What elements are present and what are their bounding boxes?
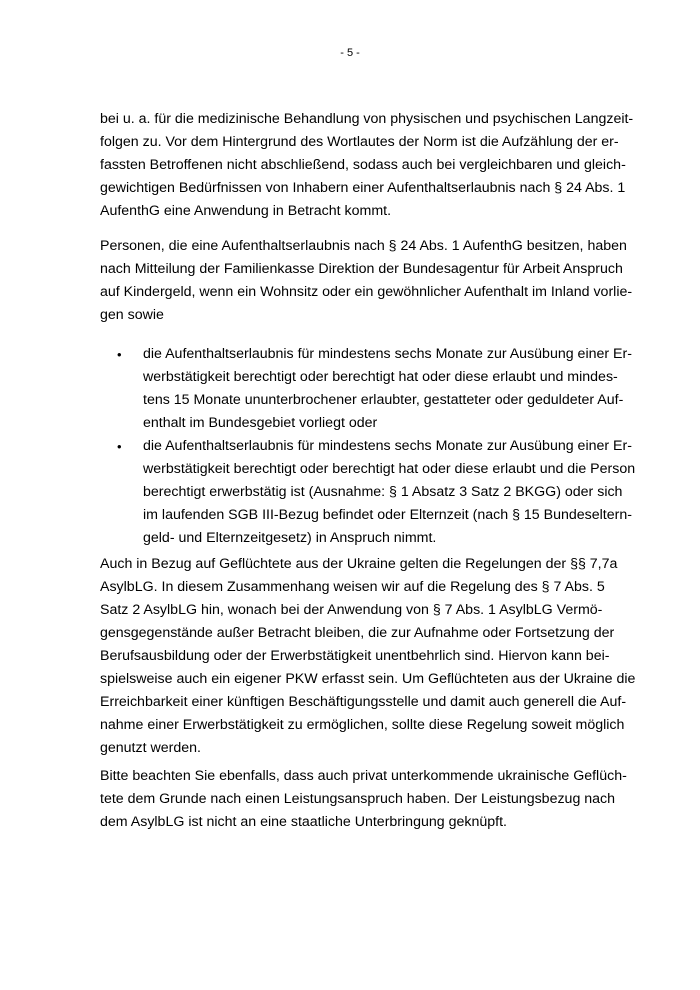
- text-line: tens 15 Monate ununterbrochener erlaubter, gestatteter oder geduldeter Auf-: [143, 392, 624, 408]
- text-line: gensgegenstände außer Betracht bleiben, die zur Aufnahme oder Fortsetzung der: [100, 625, 615, 641]
- text-line: tete dem Grunde nach einen Leistungsanspruch haben. Der Leistungsbezug nach: [100, 791, 616, 807]
- text-line: AsylbLG. In diesem Zusammenhang weisen wir auf die Regelung des § 7 Abs. 5: [100, 579, 605, 595]
- text-line: im laufenden SGB III-Bezug befindet oder Elternzeit (nach § 15 Bundeseltern-: [143, 507, 632, 523]
- text-line: gewichtigen Bedürfnissen von Inhabern einer Aufenthaltserlaubnis nach § 24 Abs. 1: [100, 180, 626, 196]
- text-line: auf Kindergeld, wenn ein Wohnsitz oder ein gewöhnlicher Aufenthalt im Inland vorlie-: [100, 284, 633, 300]
- text-line: Satz 2 AsylbLG hin, wonach bei der Anwendung von § 7 Abs. 1 AsylbLG Vermö-: [100, 602, 603, 618]
- text-line: AufenthG eine Anwendung in Betracht kommt.: [100, 203, 392, 219]
- text-line: spielsweise auch ein eigener PKW erfasst sein. Um Geflüchteten aus der Ukraine die: [100, 671, 636, 687]
- page-number: - 5 -: [340, 47, 360, 59]
- text-line: enthalt im Bundesgebiet vorliegt oder: [143, 415, 378, 431]
- text-line: fassten Betroffenen nicht abschließend, sodass auch bei vergleichbaren und gleich-: [100, 157, 626, 173]
- text-line: geld- und Elternzeitgesetz) in Anspruch nimmt.: [143, 530, 437, 546]
- bullet-icon: •: [117, 347, 122, 362]
- text-line: die Aufenthaltserlaubnis für mindestens sechs Monate zur Ausübung einer Er-: [143, 346, 632, 362]
- text-line: Erreichbarkeit einer künftigen Beschäftigungsstelle und damit auch generell die Auf-: [100, 694, 627, 710]
- text-line: genutzt werden.: [100, 740, 201, 756]
- paragraph-private-housing: [100, 765, 640, 834]
- text-line: gen sowie: [100, 307, 164, 323]
- text-line: die Aufenthaltserlaubnis für mindestens sechs Monate zur Ausübung einer Er-: [143, 438, 632, 454]
- text-line: werbstätigkeit berechtigt oder berechtigt hat oder diese erlaubt und mindes-: [143, 369, 618, 385]
- text-line: nach Mitteilung der Familienkasse Direktion der Bundesagentur für Arbeit Anspruch: [100, 261, 623, 277]
- text-line: Auch in Bezug auf Geflüchtete aus der Ukraine gelten die Regelungen der §§ 7,7a: [100, 556, 618, 572]
- text-line: bei u. a. für die medizinische Behandlung von physischen und psychischen Langzeit-: [100, 111, 634, 127]
- list-item: [100, 435, 640, 550]
- paragraph-child-benefit: [100, 235, 640, 327]
- text-line: dem AsylbLG ist nicht an eine staatliche Unterbringung geknüpft.: [100, 814, 507, 830]
- paragraph-asylblg-rules: [100, 553, 640, 760]
- text-line: Berufsausbildung oder der Erwerbstätigkeit unentbehrlich sind. Hiervon kann bei-: [100, 648, 610, 664]
- text-line: folgen zu. Vor dem Hintergrund des Wortlautes der Norm ist die Aufzählung der er-: [100, 134, 619, 150]
- bullet-icon: •: [117, 439, 122, 454]
- paragraph-treatment-needs: [100, 108, 640, 223]
- text-line: Bitte beachten Sie ebenfalls, dass auch privat unterkommende ukrainische Geflüch-: [100, 768, 627, 784]
- text-line: Personen, die eine Aufenthaltserlaubnis nach § 24 Abs. 1 AufenthG besitzen, haben: [100, 238, 627, 254]
- list-item: [100, 343, 640, 435]
- text-line: werbstätigkeit berechtigt oder berechtigt hat oder diese erlaubt und die Person: [143, 461, 636, 477]
- text-line: nahme einer Erwerbstätigkeit zu ermöglichen, sollte diese Regelung soweit möglich: [100, 717, 625, 733]
- conditions-list: [100, 343, 640, 550]
- text-line: berechtigt erwerbstätig ist (Ausnahme: § 1 Absatz 3 Satz 2 BKGG) oder sich: [143, 484, 623, 500]
